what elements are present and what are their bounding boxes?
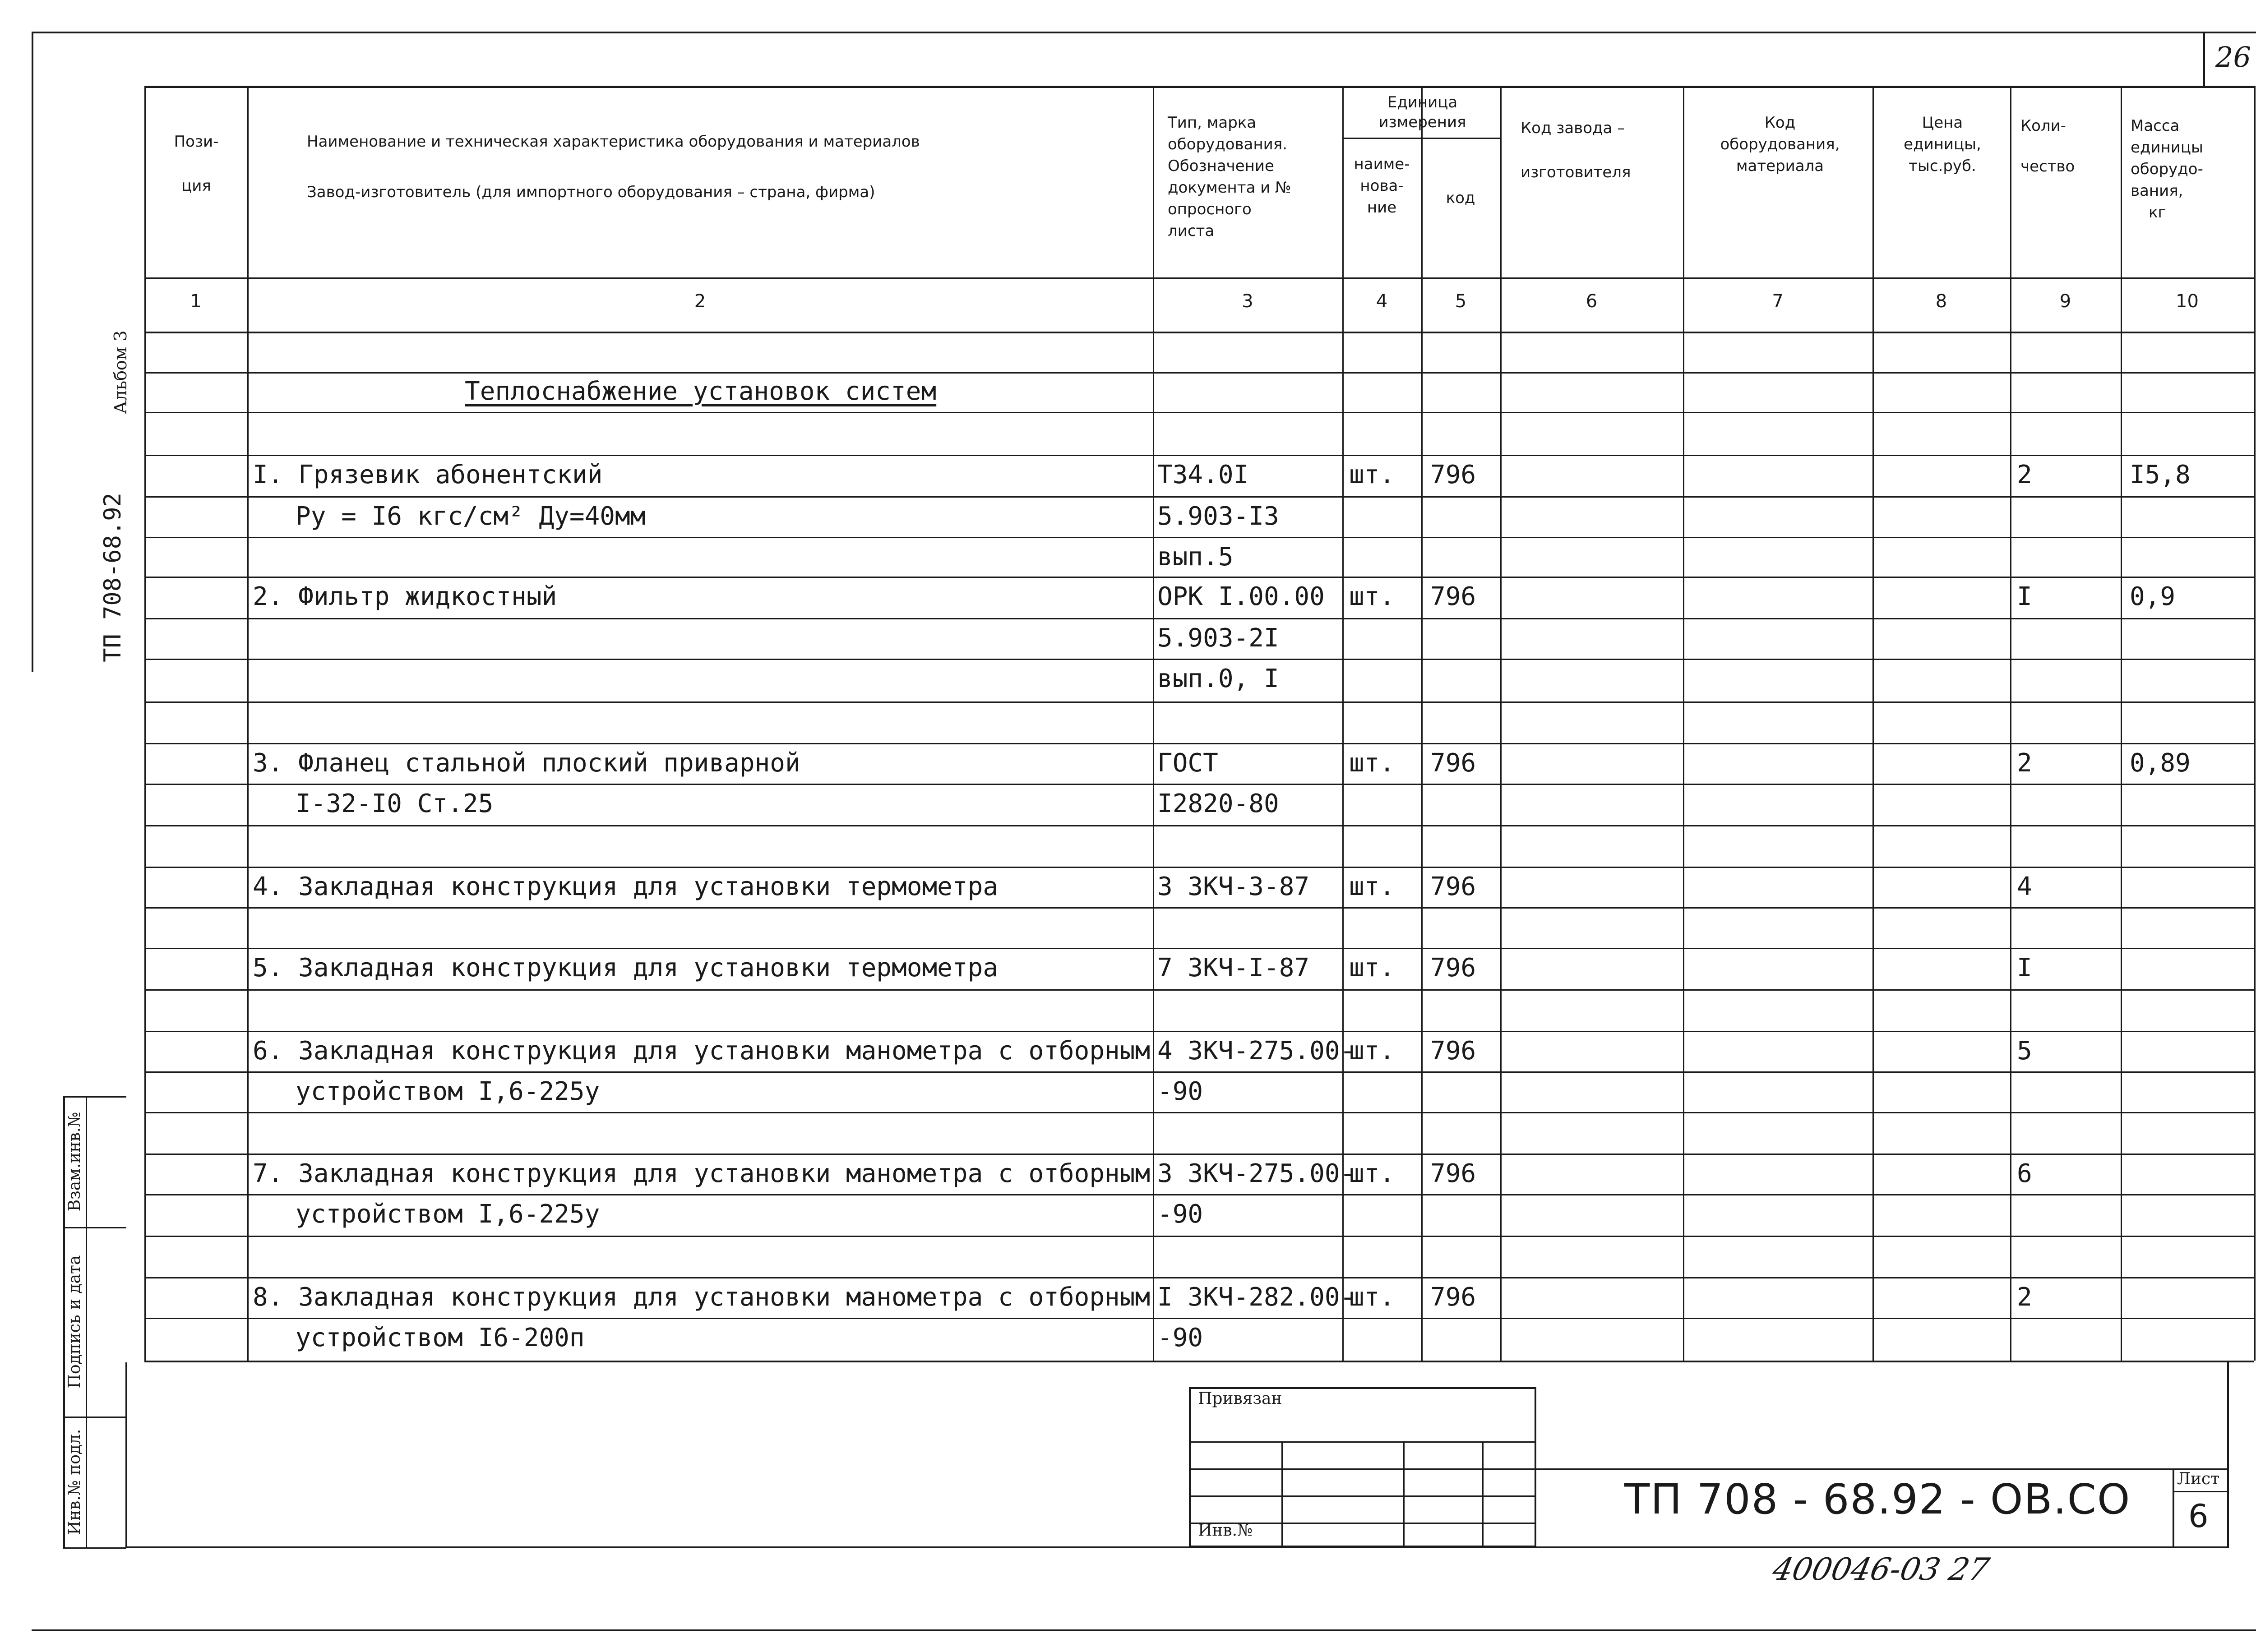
side-project-label: ТП 708-68.92 [99,493,126,662]
header-col9: Коли- чество [2020,117,2075,175]
binding-stamp-col2 [1403,1441,1405,1547]
row-type: -90 [1157,1200,1203,1229]
side-podpis: Подпись и дата [65,1255,84,1389]
row-name: I. Грязевик абонентский [253,460,603,489]
row-type: I ЗКЧ-282.00- [1157,1283,1355,1312]
table-row-line [144,1031,2254,1032]
header-col1: Пози- ция [174,133,219,195]
row-type: -90 [1157,1077,1203,1106]
doc-code-top-line [1536,1468,2229,1470]
side-strip-sep1 [63,1227,126,1228]
row-type: I2820-80 [1157,789,1279,818]
table-row-line [144,618,2254,619]
table-column-line-10 [2121,86,2122,1361]
row-type: вып.5 [1157,542,1234,572]
row-type: 4 ЗКЧ-275.00- [1157,1036,1355,1066]
row-unit: шт. [1349,748,1395,778]
table-row-line [144,412,2254,413]
table-column-line-11 [2254,86,2256,1361]
row-qty: 2 [2017,1283,2032,1312]
row-name: 4. Закладная конструкция для установки термометра [253,872,999,901]
row-name: I-32-I0 Ст.25 [296,789,494,818]
column-number-7: 7 [1772,291,1784,312]
row-qty: I [2017,953,2032,983]
sheet-box-left [2173,1468,2174,1547]
row-type: 3 ЗКЧ-275.00- [1157,1159,1355,1188]
table-column-line-5 [1421,86,1423,1361]
row-qty: I [2017,582,2032,611]
sheet-box-divider [2173,1491,2229,1492]
table-row-line [144,659,2254,660]
bottom-frame-left [125,1362,127,1548]
row-name: Ру = I6 кгс/см² Ду=40мм [296,502,646,531]
frame-left-line [32,32,33,672]
header-unit-group: Единица измерения [1378,93,1466,131]
row-unit: шт. [1349,460,1395,489]
binding-label: Привязан [1198,1389,1282,1408]
row-code: 796 [1430,1283,1476,1312]
header-col4: наиме- нова- ние [1354,155,1410,217]
side-strip-bottom [63,1547,126,1549]
table-row-line [144,1236,2254,1237]
row-mass: 0,89 [2130,748,2191,778]
row-name: устройством I,6-225у [296,1077,600,1106]
table-row-line [144,989,2254,991]
row-mass: 0,9 [2130,582,2176,611]
binding-stamp-col3 [1482,1441,1484,1547]
row-unit: шт. [1349,1159,1395,1188]
column-number-10: 10 [2176,291,2199,312]
table-row-line [144,867,2254,868]
row-qty: 4 [2017,872,2032,901]
table-row-line [144,743,2254,744]
column-number-6: 6 [1586,291,1598,312]
row-type: 7 ЗКЧ-I-87 [1157,953,1310,983]
row-code: 796 [1430,872,1476,901]
table-row-line [144,455,2254,456]
row-qty: 6 [2017,1159,2032,1188]
table-top-line [144,86,2254,88]
row-qty: 5 [2017,1036,2032,1066]
document-code: ТП 708 - 68.92 - ОВ.СО [1624,1475,2131,1523]
row-name: 8. Закладная конструкция для установки манометра с отборным [253,1283,1151,1312]
column-number-9: 9 [2059,291,2071,312]
row-unit: шт. [1349,1036,1395,1066]
row-unit: шт. [1349,953,1395,983]
table-column-line-3 [1153,86,1154,1361]
binding-stamp-row3 [1189,1495,1536,1497]
header-col7: Код оборудования, материала [1720,114,1840,175]
header-col5: код [1446,189,1475,207]
row-type: 5.903-2I [1157,623,1279,653]
row-name: устройством I,6-225у [296,1200,600,1229]
table-column-line-2 [247,86,249,1361]
side-strip-left-line [63,1096,65,1547]
column-number-2: 2 [694,291,706,312]
binding-stamp-col1 [1281,1441,1283,1547]
side-album-label: Альбом 3 [111,330,130,414]
row-unit: шт. [1349,582,1395,611]
section-title: Теплоснабжение установок систем [465,377,937,406]
table-row-line [144,577,2254,578]
row-type: -90 [1157,1323,1203,1352]
sheet-number: 6 [2188,1498,2209,1535]
side-strip-mid-line [86,1096,87,1547]
row-qty: 2 [2017,460,2032,489]
row-unit: шт. [1349,872,1395,901]
row-type: вып.0, I [1157,664,1279,693]
table-row-line [144,784,2254,785]
table-column-line-8 [1872,86,1874,1361]
table-row-line [144,1277,2254,1278]
row-qty: 2 [2017,748,2032,778]
row-code: 796 [1430,1036,1476,1066]
row-code: 796 [1430,460,1476,489]
page-number-box-left [2203,32,2205,86]
column-number-bottom-line [144,332,2254,333]
page-number: 26 [2215,41,2251,74]
sheet-label: Лист [2177,1470,2220,1488]
row-name: 7. Закладная конструкция для установки манометра с отборным [253,1159,1151,1188]
table-row-line [144,496,2254,498]
column-number-5: 5 [1455,291,1467,312]
table-row-line [144,1112,2254,1113]
row-type: 5.903-I3 [1157,502,1279,531]
row-code: 796 [1430,1159,1476,1188]
binding-stamp-row1 [1189,1441,1536,1443]
side-inv-podl: Инв.№ подл. [65,1429,84,1535]
table-row-line [144,701,2254,703]
table-row-line [144,1071,2254,1073]
frame-top-line [32,32,2256,33]
row-type: 3 ЗКЧ-3-87 [1157,872,1310,901]
table-column-line-9 [2010,86,2011,1361]
row-type: Т34.0I [1157,460,1249,489]
header-col6: Код завода – изготовителя [1521,119,1631,181]
table-row-line [144,907,2254,909]
row-name: 5. Закладная конструкция для установки термометра [253,953,999,983]
column-number-1: 1 [190,291,202,312]
bottom-frame-line [126,1546,2229,1548]
header-col3: Тип, марка оборудования. Обозначение документа и № опросного листа [1168,114,1291,240]
row-code: 796 [1430,582,1476,611]
table-row-line [144,948,2254,949]
binding-stamp-row2 [1189,1468,1536,1470]
table-row-line [144,537,2254,538]
table-column-line-7 [1683,86,1684,1361]
header-col8: Цена единицы, тыс.руб. [1904,114,1981,175]
header-col2: Наименование и техническая характеристика оборудования и материалов Завод-изготовитель (для импортного оборудования – страна, фирма) [307,133,920,201]
row-name: 3. Фланец стальной плоский приварной [253,748,800,778]
table-row-line [144,372,2254,374]
row-name: 6. Закладная конструкция для установки манометра с отборным [253,1036,1151,1066]
table-row-line [144,825,2254,826]
table-row-line [144,1154,2254,1155]
row-mass: I5,8 [2130,460,2191,489]
frame-bottom-rule [32,1629,2256,1631]
column-number-3: 3 [1242,291,1253,312]
header-bottom-line [144,277,2254,279]
row-type: ОРК I.00.00 [1157,582,1325,611]
row-name: 2. Фильтр жидкостный [253,582,557,611]
side-strip-top [63,1096,126,1098]
row-type: ГОСТ [1157,748,1218,778]
side-inv-vzam: Взам.инв.№ [65,1112,84,1212]
column-number-4: 4 [1376,291,1388,312]
table-row-line [144,1318,2254,1319]
row-name: устройством I6-200п [296,1323,585,1352]
table-column-line-6 [1500,86,1502,1361]
table-bottom-line [144,1361,2254,1362]
inventory-number-label: Инв.№ [1198,1521,1253,1540]
table-column-line-1 [144,86,146,1361]
handwritten-archive-number: 400046-03 27 [1769,1552,1992,1587]
row-code: 796 [1430,748,1476,778]
row-code: 796 [1430,953,1476,983]
header-col10: Масса единицы оборудо- вания, кг [2131,117,2203,221]
column-number-8: 8 [1935,291,1947,312]
table-row-line [144,1194,2254,1195]
bottom-frame-right [2227,1362,2229,1548]
row-unit: шт. [1349,1283,1395,1312]
